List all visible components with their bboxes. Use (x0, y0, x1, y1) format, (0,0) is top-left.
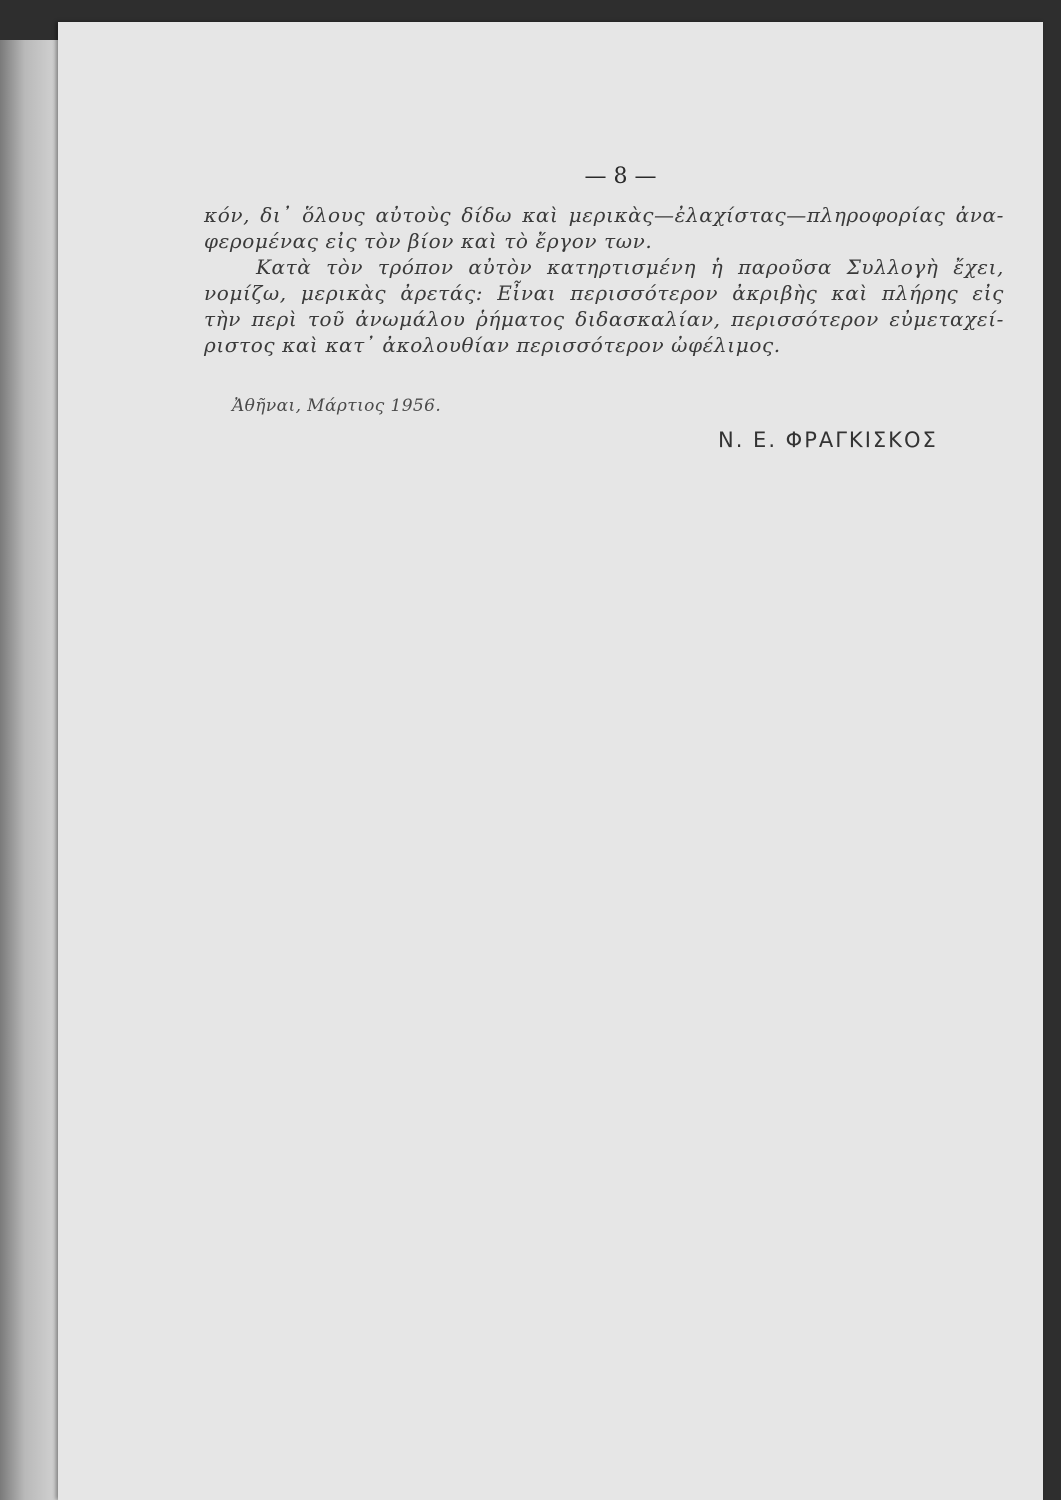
paragraph-2-line-4: ριστος καὶ κατ᾿ ἀκολουθίαν περισσότερον ὠφέλιμος. (204, 333, 781, 357)
document-page (58, 22, 1043, 1500)
body-text (204, 202, 1004, 358)
paragraph-2-line-1: Κατὰ τὸν τρόπον αὐτὸν κατηρτισμένη ἡ παροῦσα Συλλογὴ ἔχει, (256, 255, 1004, 279)
paragraph-2-line-3: τὴν περὶ τοῦ ἀνωμάλου ῥήματος διδασκαλίαν, περισσότερον εὐμεταχεί- (204, 307, 1004, 331)
page-number: — 8 — (584, 164, 657, 189)
paragraph-1-line-1: κόν, δι᾿ ὅλους αὐτοὺς δίδω καὶ μερικὰς—ἐλαχίστας—πληροφορίας ἀνα- (204, 203, 1004, 227)
paragraph-2-line-2: νομίζω, μερικὰς ἀρετάς: Εἶναι περισσότερον ἀκριβὴς καὶ πλήρης εἰς (204, 281, 1004, 305)
dateline: Ἀθῆναι, Μάρτιος 1956. (232, 396, 442, 416)
paragraph-1-line-2: φερομένας εἰς τὸν βίον καὶ τὸ ἔργον των. (204, 229, 653, 253)
underlying-page-edge (0, 40, 62, 1500)
author-signature: Ν. Ε. ΦΡΑΓΚΙΣΚΟΣ (718, 428, 938, 452)
